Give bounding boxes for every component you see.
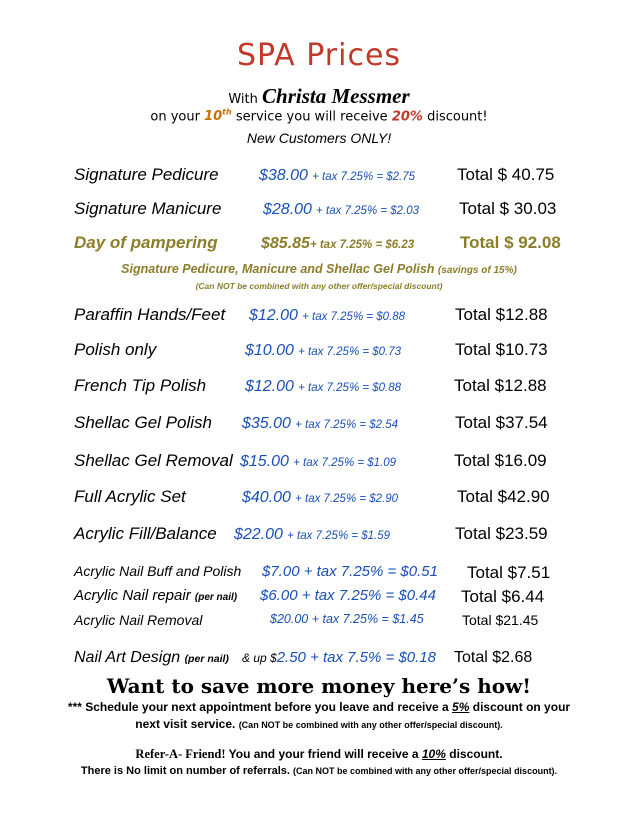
service-price: $6.00 + tax 7.25% = $0.44 — [260, 587, 436, 604]
service-name: Acrylic Nail repair (per nail) — [74, 587, 238, 604]
offer-text-pre: on your — [150, 109, 200, 125]
service-price: $10.00 + tax 7.25% = $0.73 — [245, 342, 402, 359]
service-price: $7.00 + tax 7.25% = $0.51 — [262, 563, 438, 580]
service-name: Acrylic Nail Buff and Polish — [74, 563, 242, 579]
service-price: $12.00 + tax 7.25% = $0.88 — [245, 378, 402, 395]
service-price: $12.00 + tax 7.25% = $0.88 — [249, 307, 406, 324]
service-name: Acrylic Nail Removal — [74, 612, 203, 628]
new-customers-note: New Customers ONLY! — [246, 130, 392, 146]
service-total: Total $ 30.03 — [459, 199, 557, 218]
service-name: Nail Art Design (per nail) — [74, 649, 229, 666]
referral-limit: There is No limit on number of referrals. (Can NOT be combined with any other offer/special discount). — [80, 765, 558, 777]
service-total: Total $21.45 — [462, 612, 539, 628]
service-name: Signature Pedicure — [74, 165, 219, 184]
service-price: $15.00 + tax 7.25% = $1.09 — [240, 453, 397, 470]
service-total: Total $6.44 — [461, 587, 545, 606]
page-title: SPA Prices — [236, 38, 402, 73]
schedule-offer-cont: next visit service. (Can NOT be combined with any other offer/special discount). — [135, 717, 503, 731]
pampering-description: Signature Pedicure, Manicure and Shellac Gel Polish (savings of 15%) — [121, 262, 517, 276]
service-total: Total $23.59 — [455, 524, 548, 543]
service-name: Shellac Gel Removal — [74, 451, 233, 470]
offer-text-mid: service you will receive — [235, 109, 388, 125]
service-name: Signature Manicure — [74, 199, 222, 218]
provider-line — [0, 84, 638, 109]
service-total: Total $ 92.08 — [460, 233, 561, 252]
offer-discount-percent: 20% — [391, 109, 423, 125]
savings-heading: Want to save more money here’s how! — [106, 674, 532, 698]
service-total: Total $7.51 — [467, 563, 551, 582]
service-price: $85.85+ tax 7.25% = $6.23 — [261, 235, 415, 252]
provider-name: Christa Messmer — [262, 84, 410, 108]
service-total: Total $12.88 — [455, 305, 548, 324]
offer-text-post: discount! — [427, 109, 488, 125]
service-total: Total $10.73 — [455, 340, 548, 359]
service-price: $22.00 + tax 7.25% = $1.59 — [234, 526, 391, 543]
offer-visit-number: 10th — [204, 108, 232, 125]
service-total: Total $2.68 — [454, 649, 533, 666]
service-total: Total $16.09 — [454, 451, 547, 470]
service-name: Polish only — [74, 340, 157, 359]
service-price: $38.00 + tax 7.25% = $2.75 — [259, 167, 416, 184]
service-name: Day of pampering — [74, 233, 218, 252]
service-name: French Tip Polish — [74, 376, 207, 395]
service-price: $40.00 + tax 7.25% = $2.90 — [242, 489, 399, 506]
service-price: $20.00 + tax 7.25% = $1.45 — [270, 612, 424, 626]
service-total: Total $42.90 — [457, 487, 550, 506]
pampering-note: (Can NOT be combined with any other offer/special discount) — [195, 281, 443, 291]
tenth-service-offer — [0, 108, 638, 124]
service-price: $35.00 + tax 7.25% = $2.54 — [242, 415, 399, 432]
service-total: Total $12.88 — [454, 376, 547, 395]
service-price: $28.00 + tax 7.25% = $2.03 — [263, 201, 420, 218]
service-name: Acrylic Fill/Balance — [74, 524, 217, 543]
with-label: With — [228, 92, 258, 107]
referral-offer: Refer-A- Friend! You and your friend will receive a 10% discount. — [135, 747, 503, 761]
service-price: & up $2.50 + tax 7.5% = $0.18 — [242, 649, 436, 666]
service-total: Total $37.54 — [455, 413, 548, 432]
schedule-offer: *** Schedule your next appointment before you leave and receive a 5% discount on your — [67, 700, 571, 714]
service-name: Paraffin Hands/Feet — [74, 305, 226, 324]
service-total: Total $ 40.75 — [457, 165, 555, 184]
service-name: Shellac Gel Polish — [74, 413, 212, 432]
service-name: Full Acrylic Set — [74, 487, 186, 506]
